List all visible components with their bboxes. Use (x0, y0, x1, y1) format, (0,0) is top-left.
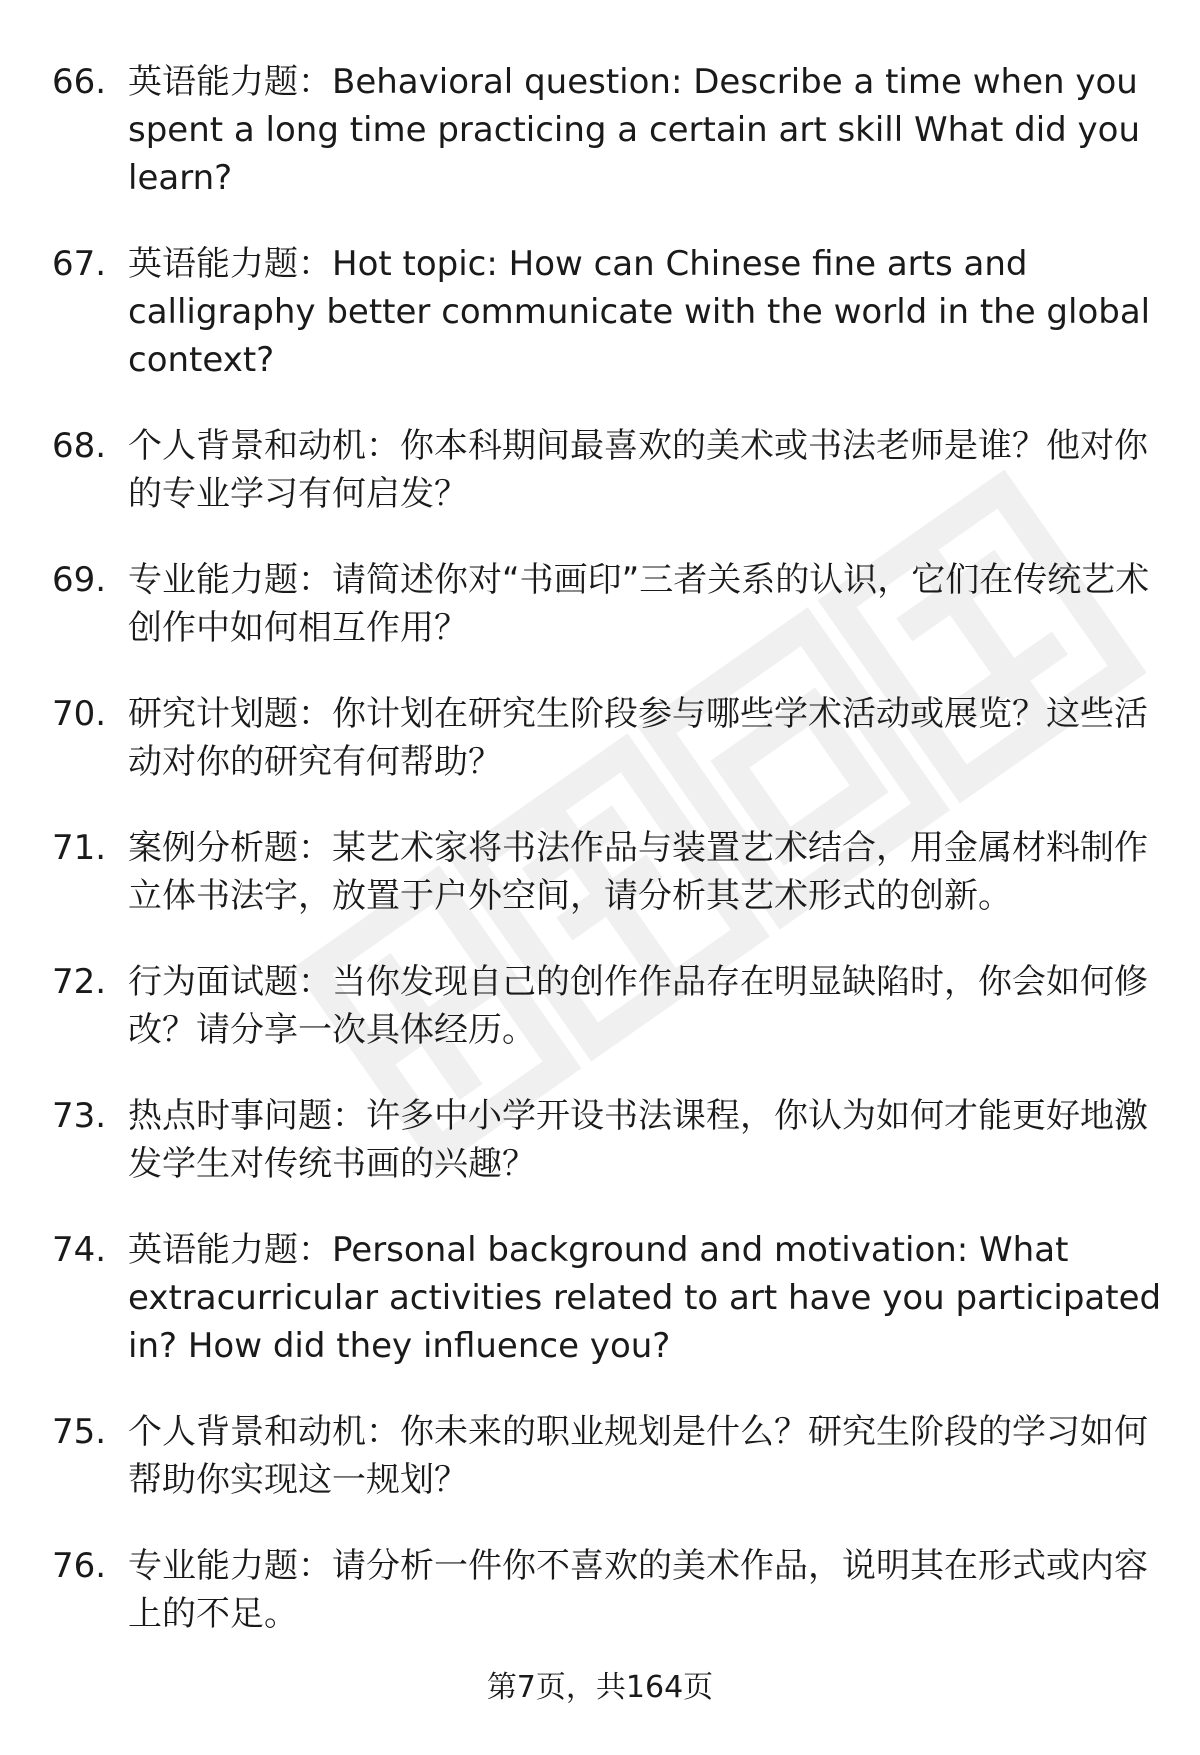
question-number: 70. (52, 694, 107, 734)
question-text: 专业能力题：请分析一件你不喜欢的美术作品，说明其在形式或内容上的不足。 (128, 1546, 1148, 1634)
question-number: 69. (52, 560, 107, 600)
question-text: 英语能力题：Hot topic: How can Chinese fine arts and calligraphy better communicate with the world in the global context? (128, 244, 1151, 380)
question-list (52, 58, 1162, 1676)
question-text: 专业能力题：请简述你对“书画印”三者关系的认识，它们在传统艺术创作中如何相互作用？ (128, 560, 1150, 648)
question-text: 行为面试题：当你发现自己的创作作品存在明显缺陷时，你会如何修改？请分享一次具体经历。 (128, 962, 1148, 1050)
question-number: 67. (52, 244, 107, 284)
question-number: 68. (52, 426, 107, 466)
question-number: 66. (52, 62, 107, 102)
question-item (52, 240, 1162, 384)
question-number: 71. (52, 828, 107, 868)
question-item (52, 1542, 1162, 1638)
question-item (52, 690, 1162, 786)
question-item (52, 958, 1162, 1054)
question-item (52, 58, 1162, 202)
page-number-footer: 第7页，共164页 (486, 1670, 714, 1705)
question-number: 73. (52, 1096, 107, 1136)
question-text: 英语能力题：Personal background and motivation: What extracurricular activities related to art have you participated in? How did they influence you? (128, 1230, 1162, 1366)
question-number: 75. (52, 1412, 107, 1452)
question-item (52, 1226, 1162, 1370)
question-text: 个人背景和动机：你未来的职业规划是什么？研究生阶段的学习如何帮助你实现这一规划？ (128, 1412, 1148, 1500)
question-text: 研究计划题：你计划在研究生阶段参与哪些学术活动或展览？这些活动对你的研究有何帮助？ (128, 694, 1148, 782)
question-item (52, 422, 1162, 518)
question-text: 英语能力题：Behavioral question: Describe a time when you spent a long time practicing a certain art skill What did you learn? (128, 62, 1141, 198)
question-item (52, 824, 1162, 920)
question-number: 72. (52, 962, 107, 1002)
question-item (52, 1092, 1162, 1188)
question-text: 个人背景和动机：你本科期间最喜欢的美术或书法老师是谁？他对你的专业学习有何启发？ (128, 426, 1148, 514)
question-text: 案例分析题：某艺术家将书法作品与装置艺术结合，用金属材料制作立体书法字，放置于户外空间，请分析其艺术形式的创新。 (128, 828, 1148, 916)
question-text: 热点时事问题：许多中小学开设书法课程，你认为如何才能更好地激发学生对传统书画的兴趣？ (128, 1096, 1148, 1184)
question-item (52, 1408, 1162, 1504)
question-item (52, 556, 1162, 652)
question-number: 76. (52, 1546, 107, 1586)
question-number: 74. (52, 1230, 107, 1270)
